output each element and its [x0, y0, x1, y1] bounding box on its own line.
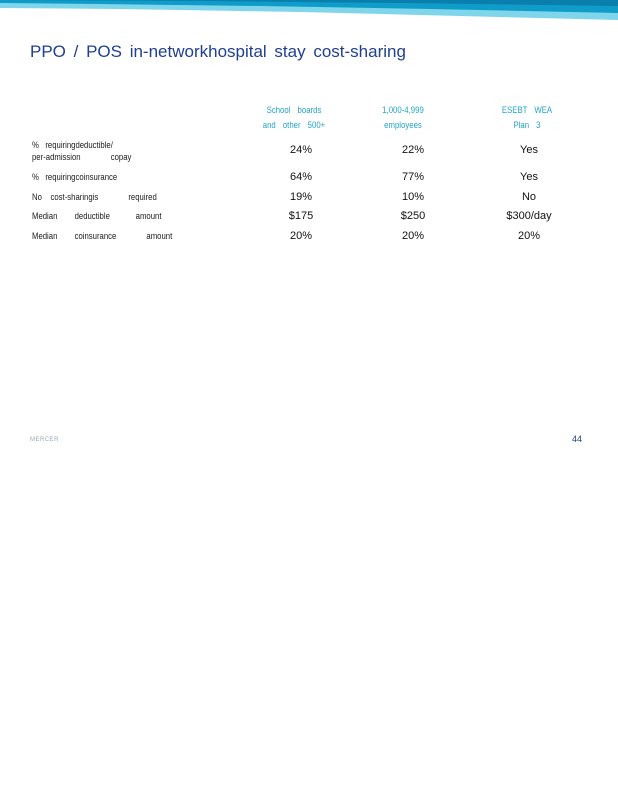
cell-employees: 22%	[401, 144, 425, 156]
column-header-line2: and other 500+	[262, 120, 326, 131]
cell-esebt-wea: Yes	[520, 144, 538, 156]
cell-employees: 20%	[401, 230, 425, 242]
cell-school-boards: $175	[288, 210, 314, 222]
cell-employees: 10%	[401, 191, 425, 203]
cell-esebt-wea: Yes	[520, 171, 538, 183]
row-label-median-deductible: Median deductible amount	[32, 211, 162, 221]
row-label-no-cost-sharing: No cost-sharingis required	[32, 192, 157, 202]
cell-school-boards: 24%	[289, 144, 313, 156]
column-header-line2: Plan 3	[513, 120, 541, 131]
cell-esebt-wea: $300/day	[506, 210, 552, 222]
row-label-median-coinsurance: Median coinsurance amount	[32, 231, 173, 241]
cell-employees: 77%	[401, 171, 425, 183]
slide-title: PPO / POS in-networkhospital stay cost-sharing	[30, 42, 406, 61]
row-label-coinsurance: % requiringcoinsurance	[32, 172, 118, 182]
header-band	[0, 0, 618, 26]
cell-school-boards: 19%	[289, 191, 313, 203]
column-header-line1: 1,000-4,999	[382, 105, 424, 116]
footer-brand-logo: MERCER	[30, 437, 60, 443]
column-header-line1: ESEBT WEA	[501, 105, 553, 116]
row-label-deductible-copay: % requiringdeductible/ per-admission copay	[32, 140, 132, 162]
page-number: 44	[572, 434, 583, 444]
cell-employees: $250	[400, 210, 426, 222]
column-header-esebt-wea	[488, 103, 565, 133]
cell-esebt-wea: No	[521, 191, 537, 203]
column-header-school-boards	[253, 103, 335, 133]
cell-school-boards: 20%	[289, 230, 313, 242]
column-header-line1: School boards	[266, 105, 322, 116]
column-header-employees	[366, 103, 440, 133]
column-header-line2: employees	[384, 120, 422, 131]
cell-esebt-wea: 20%	[517, 230, 541, 242]
cell-school-boards: 64%	[289, 171, 313, 183]
